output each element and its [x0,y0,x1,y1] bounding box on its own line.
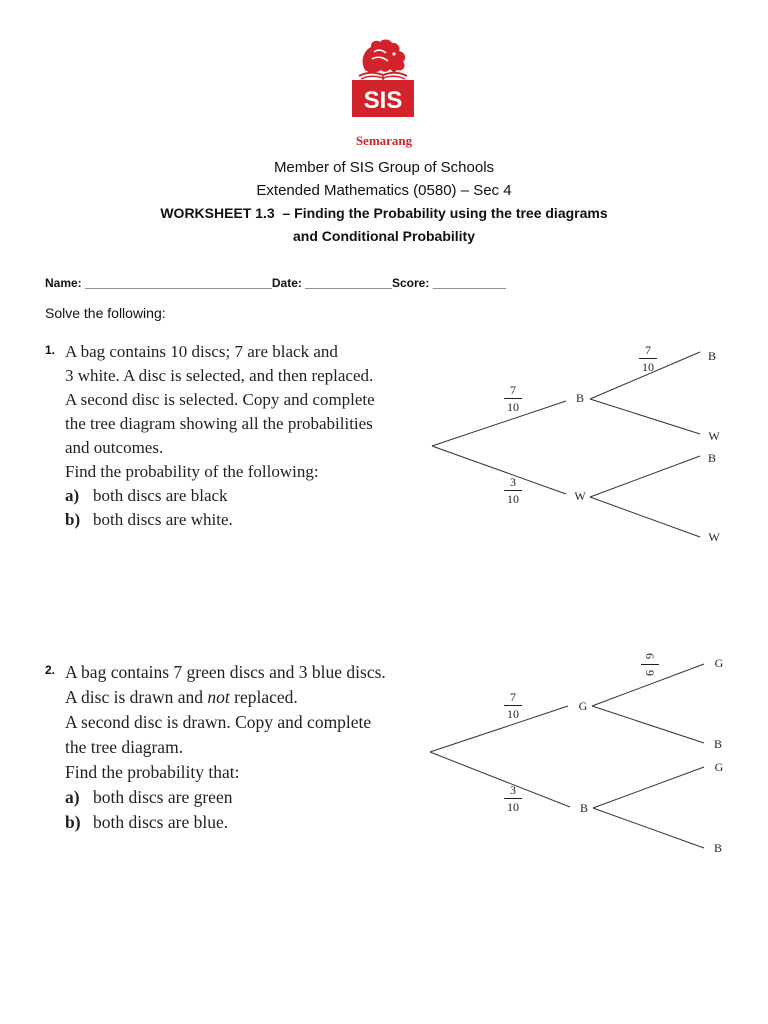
numerator: 7 [510,383,516,397]
branch-probability [498,691,528,720]
question-number: 2. [45,663,56,677]
numerator: 6 [643,653,657,659]
part-text: both discs are blue. [93,812,229,832]
outcome-label: W [574,489,586,503]
branch-probability [633,344,663,373]
tree-branch [593,767,704,808]
denominator: 9 [643,670,657,676]
numerator-wrap [635,650,665,662]
worksheet-subtitle: and Conditional Probability [293,228,475,244]
outcome-label: G [714,656,724,670]
denominator-wrap [635,667,665,679]
denominator: 10 [507,707,519,721]
outcome-label: G [714,760,724,774]
logo-text: SIS [363,87,403,114]
fraction-bar [504,490,522,491]
score-blank: ___________ [432,276,507,290]
tree-branch [592,706,704,743]
question-line: 3 white. A disc is selected, and then replaced. [65,366,374,385]
numerator: 7 [645,343,651,357]
question-line: A bag contains 10 discs; 7 are black and [65,342,338,361]
part-marker: a) [65,486,80,505]
question-line: A second disc is drawn. Copy and complete [65,712,372,732]
outcome-label: W [708,429,720,443]
question-line: A second disc is selected. Copy and complete [65,390,375,409]
tree-diagram-1 [432,352,700,537]
fraction-bar [641,664,659,665]
outcome-label: W [708,530,720,544]
fraction-bar [639,358,657,359]
tree-branch [593,808,704,848]
tree-branch [590,456,700,497]
date-blank: _____________ [305,276,392,290]
part-marker: b) [65,510,81,529]
name-blank: ____________________________ [85,276,272,290]
question-line: Find the probability of the following: [65,462,319,481]
emphasis-text: not [207,687,230,707]
outcome-label: B [713,841,722,855]
fraction-bar [504,705,522,706]
denominator: 10 [507,400,519,414]
outcome-label: B [707,451,716,465]
date-label: Date: [271,276,306,290]
part-text: both discs are black [93,486,228,505]
tree-branch [590,399,700,434]
fraction-bar [504,798,522,799]
course-title: Extended Mathematics (0580) – Sec 4 [256,182,512,199]
outcome-label: B [579,801,588,815]
part-marker: b) [65,812,81,832]
question-line: A bag contains 7 green discs and 3 blue discs. [65,662,386,682]
school-affiliation: Member of SIS Group of Schools [273,159,495,176]
denominator: 10 [507,492,519,506]
question-number: 1. [45,343,56,357]
score-label: Score: [392,276,433,290]
instructions: Solve the following: [45,305,166,321]
fraction-bar [504,398,522,399]
denominator: 10 [642,360,654,374]
outcome-label: B [575,391,584,405]
branch-probability [498,476,528,505]
question-line: Find the probability that: [65,762,240,782]
tree-branch [590,497,700,537]
branch-probability [635,650,665,679]
outcome-label: B [707,349,716,363]
numerator: 3 [510,475,516,489]
branch-probability [498,384,528,413]
line-segment: A disc is drawn and [65,687,208,707]
denominator: 10 [507,800,519,814]
line-segment: replaced. [229,687,298,707]
branch-probability [498,784,528,813]
question-line: the tree diagram showing all the probabilities [65,414,373,433]
question-line: the tree diagram. [65,737,184,757]
outcome-label: G [578,699,588,713]
part-text: both discs are green [93,787,233,807]
tree-diagram-2 [430,664,704,848]
part-marker: a) [65,787,80,807]
question-line: and outcomes. [65,438,164,457]
name-label: Name: [45,276,86,290]
numerator: 3 [510,783,516,797]
outcome-label: B [713,737,722,751]
part-text: both discs are white. [93,510,233,529]
numerator: 7 [510,690,516,704]
worksheet-title: WORKSHEET 1.3 – Finding the Probability using the tree diagrams [160,205,608,221]
logo-caption: Semarang [355,133,413,148]
